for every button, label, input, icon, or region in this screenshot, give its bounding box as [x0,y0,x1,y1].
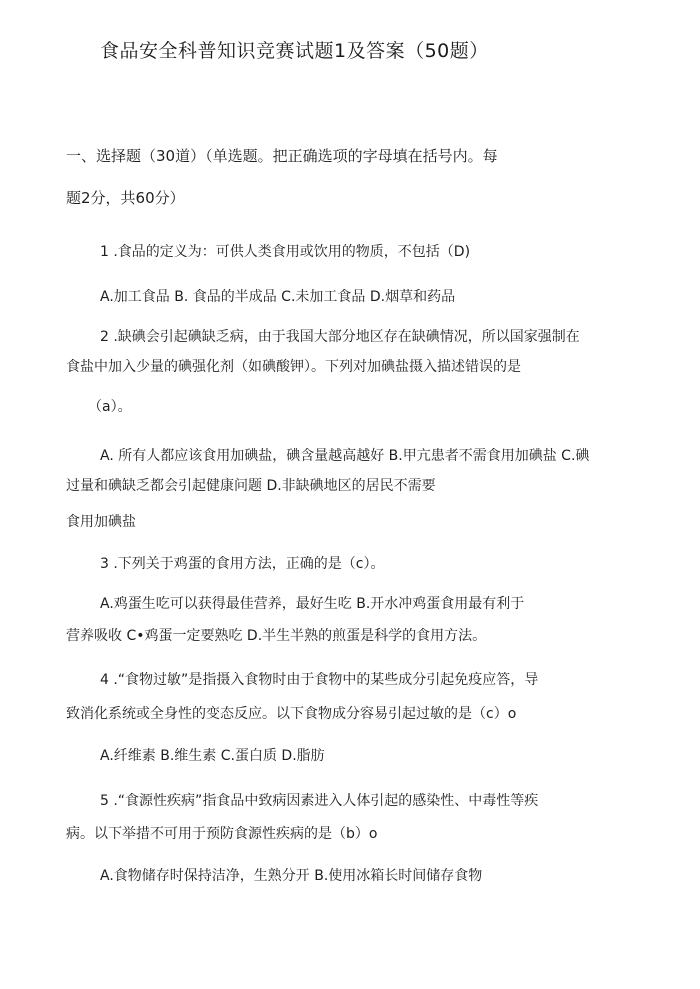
page-title: 食品安全科普知识竞赛试题1及答案（50题） [100,40,489,62]
question-5-options: A.食物储存时保持洁净，生熟分开 B.使用冰箱长时间储存食物 [100,868,483,884]
question-3-options-line-2: 营养吸收 C•鸡蛋一定要熟吃 D.半生半熟的煎蛋是科学的食用方法。 [66,628,487,644]
question-5-text-line-2: 病。以下举措不可用于预防食源性疾病的是（b）o [66,826,378,842]
question-2-text-line-1: 2 .缺碘会引起碘缺乏病，由于我国大部分地区存在缺碘情况，所以国家强制在 [100,329,580,345]
question-2-options-line-3: 食用加碘盐 [66,514,136,530]
question-1-text: 1 .食品的定义为：可供人类食用或饮用的物质，不包括（D) [100,244,471,260]
question-2-options-line-1: A. 所有人都应该食用加碘盐，碘含量越高越好 B.甲亢患者不需食用加碘盐 C.碘 [100,448,590,464]
section-heading-line-2: 题2分，共60分） [66,189,185,207]
question-3-options-line-1: A.鸡蛋生吃可以获得最佳营养，最好生吃 B.开水冲鸡蛋食用最有利于 [100,596,525,612]
question-2-text-line-2: 食盐中加入少量的碘强化剂（如碘酸钾）。下列对加碘盐摄入描述错误的是 [66,359,521,375]
question-4-text-line-2: 致消化系统或全身性的变态反应。以下食物成分容易引起过敏的是（c）o [66,706,517,722]
question-3-text: 3 .下列关于鸡蛋的食用方法，正确的是（c）。 [100,556,385,572]
question-2-options-line-2: 过量和碘缺乏都会引起健康问题 D.非缺碘地区的居民不需要 [66,478,436,494]
section-heading-line-1: 一、选择题（30道）（单选题。把正确选项的字母填在括号内。每 [66,147,498,165]
question-5-text-line-1: 5 .“食源性疾病”指食品中致病因素进入人体引起的感染性、中毒性等疾 [100,793,539,809]
question-4-options: A.纤维素 B.维生素 C.蛋白质 D.脂肪 [100,748,325,764]
question-1-options: A.加工食品 B. 食品的半成品 C.未加工食品 D.烟草和药品 [100,289,456,305]
question-2-text-line-3: （a）。 [88,399,132,415]
question-4-text-line-1: 4 .“食物过敏”是指摄入食物时由于食物中的某些成分引起免疫应答，导 [100,672,539,688]
